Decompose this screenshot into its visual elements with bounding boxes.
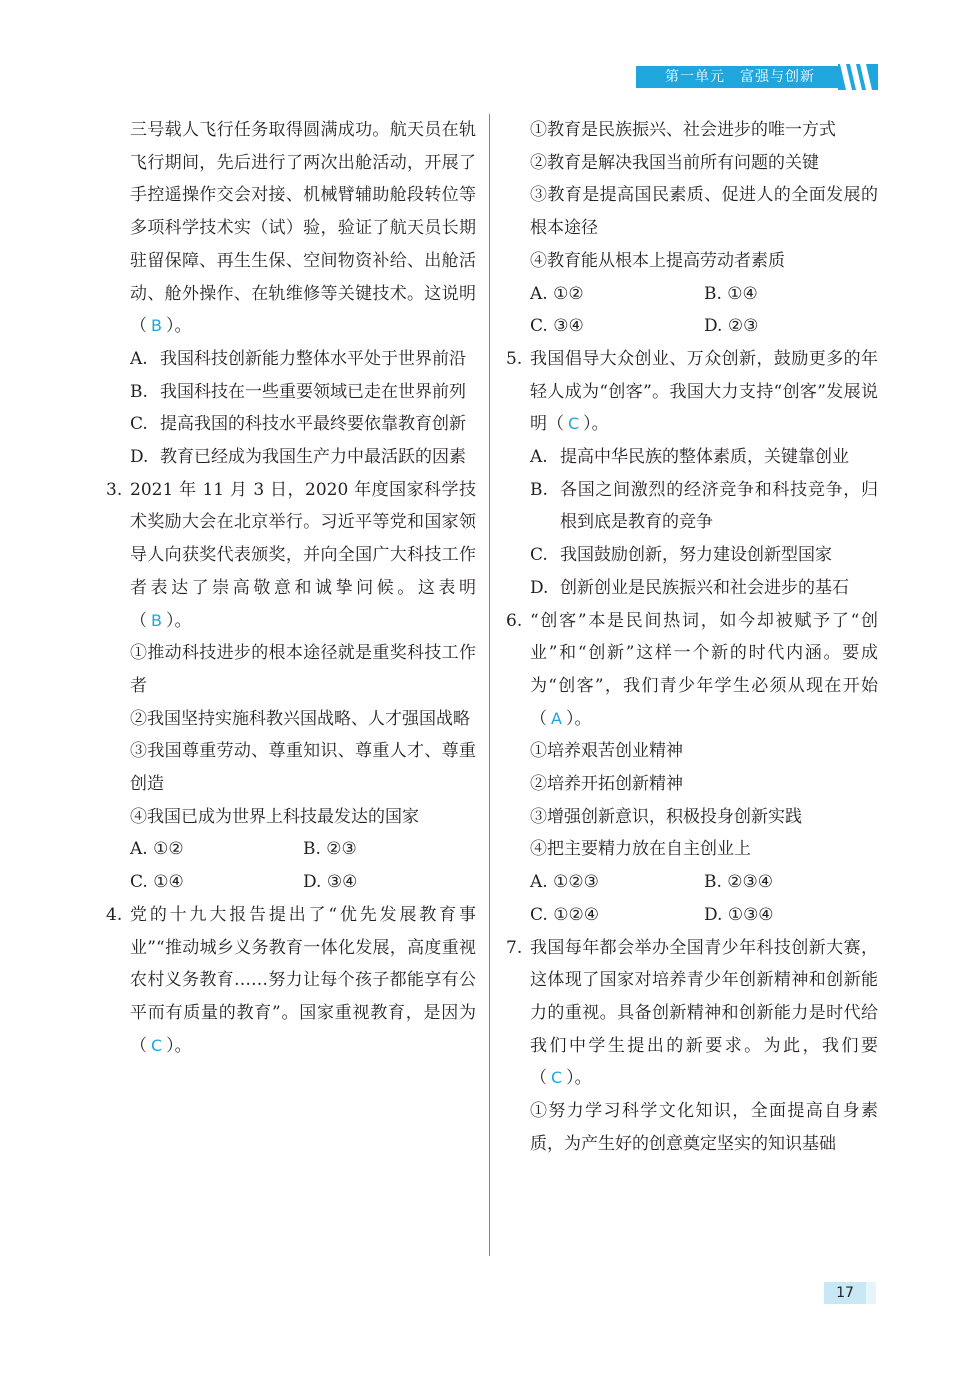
option-text: 教育已经成为我国生产力中最活跃的因素: [160, 447, 466, 468]
question-5: [506, 343, 878, 441]
choice-row: [106, 833, 476, 866]
option-label: A.: [130, 348, 148, 369]
question-text: 党的十九大报告提出了“优先发展教育事业”“推动城乡义务教育一体化发展，高度重视农村义务教育……努力让每个孩子都能享有公平而有质量的教育”。国家重视教育，是因为（: [130, 904, 476, 1056]
answer-mark: B: [151, 316, 162, 336]
left-column: [106, 114, 476, 1062]
option-text: 提高中华民族的整体素质，关键靠创业: [560, 447, 849, 468]
option: [506, 474, 878, 539]
option-label: B.: [530, 479, 548, 500]
option-label: B.: [130, 381, 148, 402]
answer-mark: C: [151, 1035, 163, 1055]
answer-mark: C: [551, 1068, 563, 1088]
statement: ①教育是民族振兴、社会进步的唯一方式: [530, 120, 836, 140]
unit-header: 第一单元 富强与创新: [636, 66, 844, 88]
statement: ④教育能从根本上提高劳动者素质: [530, 250, 785, 271]
choice-row: [106, 866, 476, 899]
option: [506, 539, 878, 572]
choice: A. ①②: [130, 839, 184, 860]
option: [506, 441, 878, 474]
question-tail: ）。: [566, 1068, 592, 1089]
question-text: 2021 年 11 月 3 日，2020 年度国家科学技术奖励大会在北京举行。习近平等党和国家领导人向获奖代表颁奖，并向全国广大科技工作者表达了崇高敬意和诚挚问候。这表明（: [130, 479, 476, 631]
question-text: 我国每年都会举办全国青少年科技创新大赛，这体现了国家对培养青少年创新精神和创新能力的重视。具备创新精神和创新能力是时代给我们中学生提出的新要求。为此，我们要（: [530, 937, 878, 1089]
question-text: 三号载人飞行任务取得圆满成功。航天员在轨飞行期间，先后进行了两次出舱活动，开展了手控遥操作交会对接、机械臂辅助舱段转位等多项科学技术实（试）验，验证了航天员长期驻留保障、再生生保、空间物资补给、出舱活动、舱外操作、在轨维修等关键技术。这说明（: [130, 120, 476, 337]
choice: C. ①④: [130, 872, 184, 893]
statement: ②培养开拓创新精神: [530, 774, 683, 795]
question-7: [506, 932, 878, 1096]
choice: C. ①②④: [530, 904, 599, 925]
choice: D. ③④: [303, 872, 358, 893]
option: [106, 376, 476, 409]
column-divider: [489, 114, 490, 1256]
choice-row: [506, 899, 878, 932]
statement: ①努力学习科学文化知识，全面提高自身素质，为产生好的创意奠定坚实的知识基础: [530, 1101, 878, 1154]
option-label: C.: [530, 545, 548, 566]
answer-mark: B: [151, 610, 162, 630]
option-label: C.: [130, 414, 148, 435]
option-text: 我国科技在一些重要领域已走在世界前列: [160, 381, 466, 402]
statement: ②我国坚持实施科教兴国战略、人才强国战略: [130, 708, 470, 729]
choice-row: [506, 866, 878, 899]
question-tail: ）。: [565, 708, 592, 729]
right-column: [506, 114, 878, 1161]
question-number: 5.: [506, 348, 523, 369]
option-label: A.: [530, 447, 548, 468]
choice: A. ①②③: [530, 872, 599, 893]
option-label: D.: [530, 577, 549, 598]
question-3: [106, 474, 476, 638]
question-number: 4.: [106, 904, 123, 925]
option-text: 提高我国的科技水平最终要依靠教育创新: [160, 414, 466, 435]
answer-mark: A: [551, 708, 562, 728]
option: [106, 343, 476, 376]
choice: B. ②③④: [704, 872, 774, 893]
option: [106, 441, 476, 474]
choice: A. ①②: [530, 283, 584, 304]
choice: D. ②③: [704, 316, 759, 337]
choice-row: [506, 310, 878, 343]
option-label: D.: [130, 447, 149, 468]
statement: ②教育是解决我国当前所有问题的关键: [530, 152, 819, 173]
question-tail: ）。: [165, 610, 192, 631]
statement: ③我国尊重劳动、尊重知识、尊重人才、尊重创造: [130, 741, 476, 795]
question-text: 我国倡导大众创业、万众创新，鼓励更多的年轻人成为“创客”。我国大力支持“创客”发展说明（: [530, 348, 878, 435]
question-tail: ）。: [166, 1035, 192, 1056]
option-text: 各国之间激烈的经济竞争和科技竞争，归根到底是教育的竞争: [560, 479, 878, 533]
statement: ③教育是提高国民素质、促进人的全面发展的根本途径: [530, 185, 878, 239]
statement: ④把主要精力放在自主创业上: [530, 839, 751, 860]
question-tail: ）。: [165, 316, 192, 337]
choice: B. ①④: [704, 283, 758, 304]
statement: ③增强创新意识，积极投身创新实践: [530, 806, 802, 827]
statement: ④我国已成为世界上科技最发达的国家: [130, 806, 419, 827]
choice: D. ①③④: [704, 904, 774, 925]
header-stripes-decoration: [838, 64, 878, 90]
question-6: [506, 605, 878, 736]
page-number-decoration: [866, 1282, 876, 1304]
statement: ①培养艰苦创业精神: [530, 741, 683, 762]
option: [506, 572, 878, 605]
answer-mark: C: [568, 414, 580, 434]
option-text: 创新创业是民族振兴和社会进步的基石: [560, 577, 849, 598]
question-tail: ）。: [583, 414, 609, 435]
question-number: 6.: [506, 610, 523, 631]
page-number: 17: [824, 1282, 866, 1304]
question-text: “创客”本是民间热词，如今却被赋予了“创业”和“创新”这样一个新的时代内涵。要成为“创客”，我们青少年学生必须从现在开始（: [530, 610, 878, 729]
option-text: 我国科技创新能力整体水平处于世界前沿: [160, 348, 466, 369]
choice: C. ③④: [530, 316, 584, 337]
option: [106, 408, 476, 441]
question-2-continuation: [106, 114, 476, 343]
option-text: 我国鼓励创新，努力建设创新型国家: [560, 545, 832, 566]
choice-row: [506, 278, 878, 311]
choice: B. ②③: [303, 839, 357, 860]
question-number: 7.: [506, 937, 523, 958]
question-4: [106, 899, 476, 1063]
question-number: 3.: [106, 479, 123, 500]
statement: ①推动科技进步的根本途径就是重奖科技工作者: [130, 643, 476, 696]
